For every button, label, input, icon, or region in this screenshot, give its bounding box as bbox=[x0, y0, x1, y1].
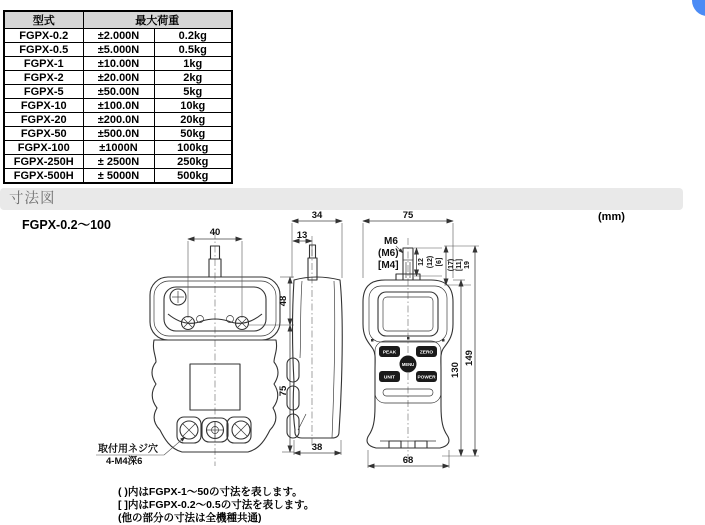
dim-side-shaft-offset: 13 bbox=[296, 230, 308, 241]
spec-table-row bbox=[4, 155, 232, 169]
dim-shaft-12-paren: (12) bbox=[427, 255, 434, 269]
peak-button-label: PEAK bbox=[382, 350, 397, 356]
dim-shaft-12: 12 bbox=[418, 258, 425, 266]
footnotes bbox=[118, 486, 314, 525]
spec-table-row bbox=[4, 43, 232, 57]
figure-model-range-label: FGPX-0.2～100 bbox=[22, 218, 111, 232]
zero-button-label: ZERO bbox=[419, 350, 434, 356]
newton-cell: ±500.0N bbox=[83, 127, 154, 141]
thread-label-m4-bracket: [M4] bbox=[378, 260, 399, 271]
thread-label-m6-paren: (M6) bbox=[378, 248, 399, 259]
dim-shaft-6-bracket: [6] bbox=[436, 257, 443, 267]
spec-table-row bbox=[4, 169, 232, 184]
newton-cell: ±10.00N bbox=[83, 57, 154, 71]
dim-side-bottom-width: 38 bbox=[311, 442, 323, 453]
spec-table-header-row bbox=[4, 11, 232, 29]
dim-head-17-paren: (17) bbox=[448, 258, 455, 272]
mount-screw-label-line1: 取付用ネジ穴 bbox=[98, 444, 158, 455]
model-column-header: 型式 bbox=[4, 11, 83, 29]
model-cell: FGPX-0.2 bbox=[4, 29, 83, 43]
face-view-drawing bbox=[363, 210, 479, 468]
kg-cell: 1kg bbox=[154, 57, 232, 71]
model-cell: FGPX-500H bbox=[4, 169, 83, 184]
newton-cell: ±200.0N bbox=[83, 113, 154, 127]
spec-table-row bbox=[4, 71, 232, 85]
spec-table-row bbox=[4, 29, 232, 43]
back-view-drawing bbox=[150, 227, 294, 466]
model-cell: FGPX-2 bbox=[4, 71, 83, 85]
max-load-column-header: 最大荷重 bbox=[83, 11, 232, 29]
kg-cell: 500kg bbox=[154, 169, 232, 184]
model-cell: FGPX-20 bbox=[4, 113, 83, 127]
kg-cell: 0.2kg bbox=[154, 29, 232, 43]
mount-screw-label-line2: 4-M4深6 bbox=[106, 456, 143, 467]
spec-table-row bbox=[4, 85, 232, 99]
dim-face-bottom-width-68: 68 bbox=[402, 455, 414, 466]
dim-total-height-149: 149 bbox=[464, 350, 475, 366]
section-header-dimensions: 寸法図 bbox=[0, 188, 683, 210]
newton-cell: ±100.0N bbox=[83, 99, 154, 113]
dim-body-height-130: 130 bbox=[450, 362, 461, 378]
dim-back-width: 40 bbox=[209, 227, 221, 238]
unit-mm-label: (mm) bbox=[598, 211, 625, 223]
power-button-label: POWER bbox=[417, 375, 436, 381]
model-cell: FGPX-5 bbox=[4, 85, 83, 99]
kg-cell: 2kg bbox=[154, 71, 232, 85]
kg-cell: 20kg bbox=[154, 113, 232, 127]
kg-cell: 10kg bbox=[154, 99, 232, 113]
kg-cell: 50kg bbox=[154, 127, 232, 141]
dimension-drawing bbox=[90, 208, 580, 483]
newton-cell: ±20.00N bbox=[83, 71, 154, 85]
footnote-common: (他の部分の寸法は全機種共通) bbox=[118, 512, 262, 524]
model-cell: FGPX-0.5 bbox=[4, 43, 83, 57]
model-cell: FGPX-250H bbox=[4, 155, 83, 169]
dim-face-width: 75 bbox=[402, 210, 414, 221]
footnote-paren: ( )内はFGPX-1～50の寸法を表します。 bbox=[118, 486, 303, 498]
spec-table-body bbox=[4, 29, 232, 184]
model-cell: FGPX-10 bbox=[4, 99, 83, 113]
kg-cell: 100kg bbox=[154, 141, 232, 155]
dim-side-width: 34 bbox=[311, 210, 323, 221]
spec-table-row bbox=[4, 113, 232, 127]
dim-back-upper-height: 48 bbox=[278, 295, 289, 307]
newton-cell: ±5.000N bbox=[83, 43, 154, 57]
spec-table-row bbox=[4, 57, 232, 71]
dim-back-lower-height: 75 bbox=[278, 385, 289, 397]
model-cell: FGPX-100 bbox=[4, 141, 83, 155]
kg-cell: 0.5kg bbox=[154, 43, 232, 57]
thread-label-m6: M6 bbox=[384, 236, 398, 247]
dim-head-11-bracket: [11] bbox=[456, 258, 463, 272]
dim-head-19: 19 bbox=[464, 261, 471, 269]
spec-table-row bbox=[4, 99, 232, 113]
kg-cell: 5kg bbox=[154, 85, 232, 99]
newton-cell: ±50.00N bbox=[83, 85, 154, 99]
max-load-spec-table bbox=[3, 10, 233, 184]
kg-cell: 250kg bbox=[154, 155, 232, 169]
newton-cell: ±2.000N bbox=[83, 29, 154, 43]
newton-cell: ± 2500N bbox=[83, 155, 154, 169]
menu-button-label: MENU bbox=[401, 362, 415, 367]
blue-corner-decoration bbox=[692, 0, 705, 16]
spec-table-row bbox=[4, 127, 232, 141]
model-cell: FGPX-1 bbox=[4, 57, 83, 71]
side-view-drawing bbox=[287, 210, 342, 455]
unit-button-label: UNIT bbox=[383, 375, 396, 381]
spec-table-row bbox=[4, 141, 232, 155]
mount-screw-label bbox=[96, 437, 185, 467]
footnote-bracket: [ ]内はFGPX-0.2～0.5の寸法を表します。 bbox=[118, 499, 315, 511]
newton-cell: ± 5000N bbox=[83, 169, 154, 184]
model-cell: FGPX-50 bbox=[4, 127, 83, 141]
newton-cell: ±1000N bbox=[83, 141, 154, 155]
